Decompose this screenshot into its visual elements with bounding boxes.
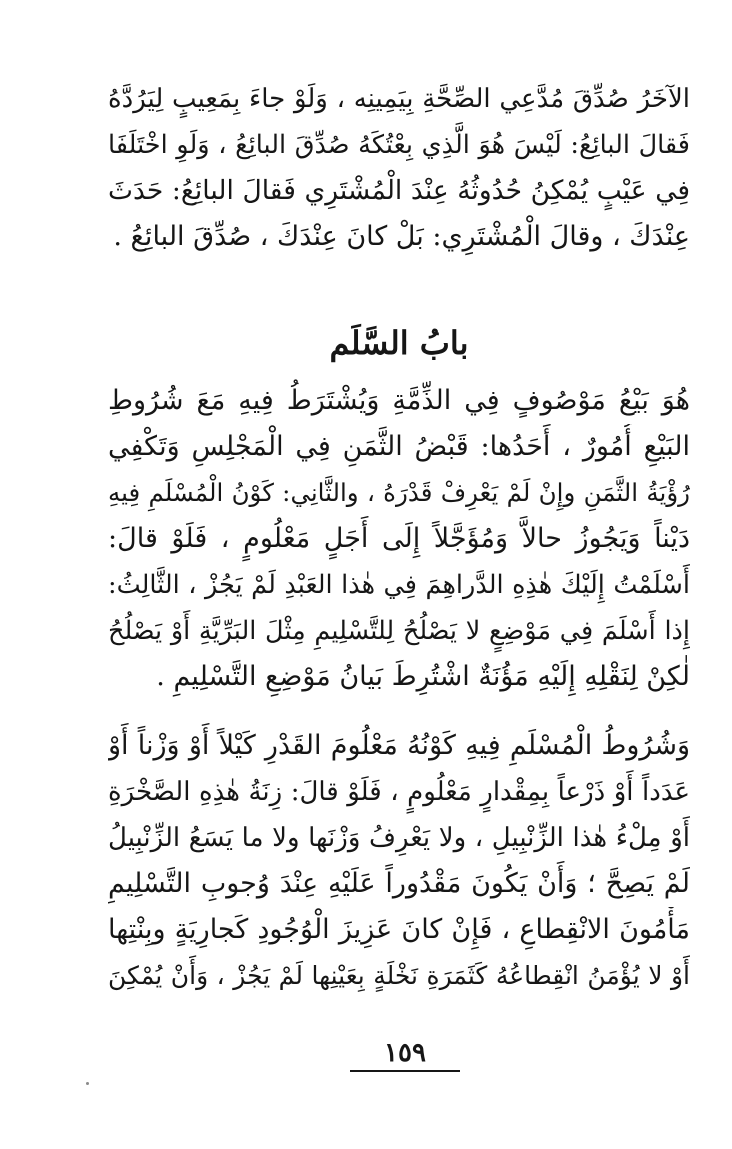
text-line: فَقالَ البائِعُ: لَيْسَ هُوَ الَّذِي بِعْتُكَهُ صُدِّقَ البائِعُ ، وَلَوِ اخْتَلَفَا xyxy=(108,130,690,160)
text-line: فِي عَيْبٍ يُمْكِنُ حُدُوثُهُ عِنْدَ الْمُشْتَرِي فَقالَ البائِعُ: حَدَثَ xyxy=(108,175,690,206)
paragraph-3 xyxy=(108,723,690,999)
text-line: عِنْدَكَ ، وقالَ الْمُشْتَرِي: بَلْ كانَ عِنْدَكَ ، صُدِّقَ البائِعُ . xyxy=(113,221,690,252)
text-line: عَدَداً أَوْ ذَرْعاً بِمِقْدارٍ مَعْلُومٍ ، فَلَوْ قالَ: زِنَةُ هٰذِهِ الصَّخْرَةِ xyxy=(108,777,690,807)
text-line: أَسْلَمْتُ إِلَيْكَ هٰذِهِ الدَّراهِمَ فِي هٰذا العَبْدِ لَمْ يَجُزْ ، الثَّالِثُ: xyxy=(108,570,690,600)
text-line: البَيْعِ أُمُورٌ ، أَحَدُها: قَبْضُ الثَّمَنِ فِي الْمَجْلِسِ وَتَكْفِي xyxy=(108,431,690,462)
text-line: إِذا أَسْلَمَ فِي مَوْضِعٍ لا يَصْلُحُ لِلتَّسْلِيمِ مِثْلَ البَرِّيَّةِ أَوْ يَصْلُحُ xyxy=(108,616,690,646)
text-line: أَوْ لا يُؤْمَنُ انْقِطاعُهُ كَثَمَرَةِ نَخْلَةٍ بِعَيْنِها لَمْ يَجُزْ ، وَأَنْ يُمْكِنَ xyxy=(108,961,690,990)
text-line: وَشُرُوطُ الْمُسْلَمِ فِيهِ كَوْنُهُ مَعْلُومَ القَدْرِ كَيْلاً أَوْ وَزْناً أَوْ xyxy=(108,730,690,761)
text-line: رُؤْيَةُ الثَّمَنِ وإِنْ لَمْ يَعْرِفْ قَدْرَهُ ، والثَّانِي: كَوْنُ الْمُسْلَمِ فِيهِ xyxy=(108,478,690,507)
paragraph-1 xyxy=(108,76,690,260)
text-line: لٰكِنْ لِنَقْلِهِ إِلَيْهِ مَؤُنَةٌ اشْتُرِطَ بَيانُ مَوْضِعِ التَّسْلِيمِ . xyxy=(156,661,690,692)
page-number: ١٥٩ xyxy=(350,1036,460,1072)
text-line: أَوْ مِلْءُ هٰذا الزِّنْبِيلِ ، ولا يَعْرِفُ وَزْنَها ولا ما يَسَعُ الزِّنْبِيلُ xyxy=(108,823,690,853)
text-line: لَمْ يَصِحَّ ؛ وَأَنْ يَكُونَ مَقْدُوراً عَلَيْهِ عِنْدَ وُجوبِ التَّسْلِيمِ xyxy=(108,868,690,899)
scan-speck xyxy=(86,1082,89,1085)
text-line: هُوَ بَيْعُ مَوْصُوفٍ فِي الذِّمَّةِ وَيُشْتَرَطُ فِيهِ مَعَ شُرُوطِ xyxy=(108,385,690,416)
text-line: الآخَرُ صُدِّقَ مُدَّعِي الصِّحَّةِ بِيَمِينِه ، وَلَوْ جاءَ بِمَعِيبٍ لِيَرُدَّهُ xyxy=(108,84,690,114)
chapter-heading: بابُ السَّلَم xyxy=(329,324,469,362)
text-line: مَأْمُونَ الانْقِطاعِ ، فَإِنْ كانَ عَزِيزَ الْوُجُودِ كَجارِيَةٍ وبِنْتِها xyxy=(108,914,690,945)
paragraph-2 xyxy=(108,378,690,700)
text-line: دَيْناً وَيَجُوزُ حالاًّ وَمُؤَجَّلاً إِلَى أَجَلٍ مَعْلُومٍ ، فَلَوْ قالَ: xyxy=(108,523,690,554)
